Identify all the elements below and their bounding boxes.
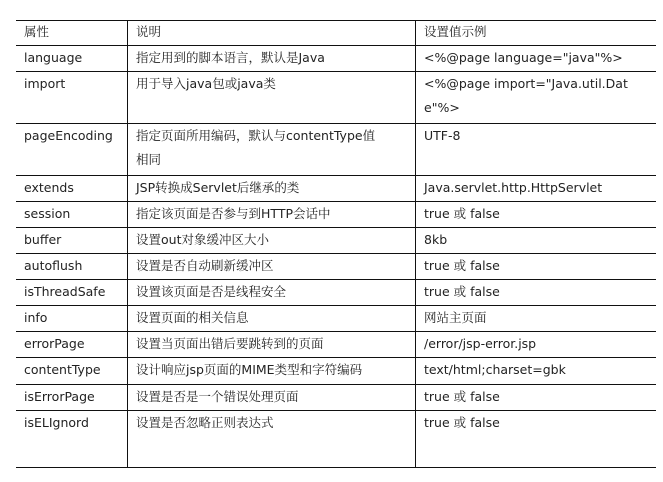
- desc-cell: 设置是否是一个错误处理页面: [136, 389, 299, 404]
- table-row: [16, 332, 656, 358]
- attr-cell: contentType: [24, 362, 101, 377]
- table-row: [16, 202, 656, 228]
- attr-cell: errorPage: [24, 336, 85, 351]
- table-row: [16, 385, 656, 411]
- example-cell: true 或 false: [424, 415, 500, 430]
- example-cell: 8kb: [424, 232, 448, 247]
- table-header-row: [16, 21, 656, 46]
- desc-cell: 指定页面所用编码，默认与contentType值相同: [136, 128, 376, 167]
- attr-cell: buffer: [24, 232, 62, 247]
- table-row: [16, 46, 656, 72]
- properties-table: [16, 20, 656, 468]
- attr-cell: import: [24, 76, 66, 91]
- example-cell: Java.servlet.http.HttpServlet: [424, 180, 603, 195]
- example-cell: true 或 false: [424, 284, 500, 299]
- desc-cell: 设置是否自动刷新缓冲区: [136, 258, 274, 273]
- example-cell: 网站主页面: [424, 310, 487, 325]
- table-row: [16, 306, 656, 332]
- example-cell: true 或 false: [424, 258, 500, 273]
- table-row: [16, 228, 656, 254]
- attr-cell: info: [24, 310, 48, 325]
- table-row: [16, 254, 656, 280]
- example-cell: /error/jsp-error.jsp: [424, 336, 537, 351]
- desc-cell: 指定该页面是否参与到HTTP会话中: [136, 206, 331, 221]
- example-cell: true 或 false: [424, 389, 500, 404]
- desc-cell: 设置是否忽略正则表达式: [136, 415, 274, 430]
- attr-cell: extends: [24, 180, 74, 195]
- attr-cell: isErrorPage: [24, 389, 95, 404]
- desc-cell: JSP转换成Servlet后继承的类: [136, 180, 300, 195]
- example-cell: text/html;charset=gbk: [424, 362, 566, 377]
- example-cell: UTF-8: [424, 128, 461, 143]
- desc-cell: 设置out对象缓冲区大小: [136, 232, 269, 247]
- example-cell: <%@page import="Java.util.Date"%>: [424, 76, 628, 115]
- example-cell: true 或 false: [424, 206, 500, 221]
- desc-cell: 设置该页面是否是线程安全: [136, 284, 287, 299]
- desc-cell: 用于导入java包或java类: [136, 76, 276, 91]
- table-row: [16, 72, 656, 124]
- header-description: 说明: [136, 24, 162, 39]
- example-cell: <%@page language="java"%>: [424, 50, 623, 65]
- desc-cell: 设计响应jsp页面的MIME类型和字符编码: [136, 362, 363, 377]
- attr-cell: session: [24, 206, 71, 221]
- desc-cell: 设置页面的相关信息: [136, 310, 249, 325]
- attr-cell: language: [24, 50, 83, 65]
- table-row: [16, 358, 656, 385]
- table-row: [16, 176, 656, 202]
- header-example: 设置值示例: [424, 24, 487, 39]
- desc-cell: 设置当页面出错后要跳转到的页面: [136, 336, 324, 351]
- attr-cell: autoflush: [24, 258, 83, 273]
- attr-cell: pageEncoding: [24, 128, 113, 143]
- table-row: [16, 124, 656, 176]
- table-row: [16, 280, 656, 306]
- header-attribute: 属性: [24, 24, 50, 39]
- attr-cell: isThreadSafe: [24, 284, 106, 299]
- table-row: [16, 411, 656, 466]
- attr-cell: isELIgnord: [24, 415, 89, 430]
- desc-cell: 指定用到的脚本语言，默认是Java: [136, 50, 325, 65]
